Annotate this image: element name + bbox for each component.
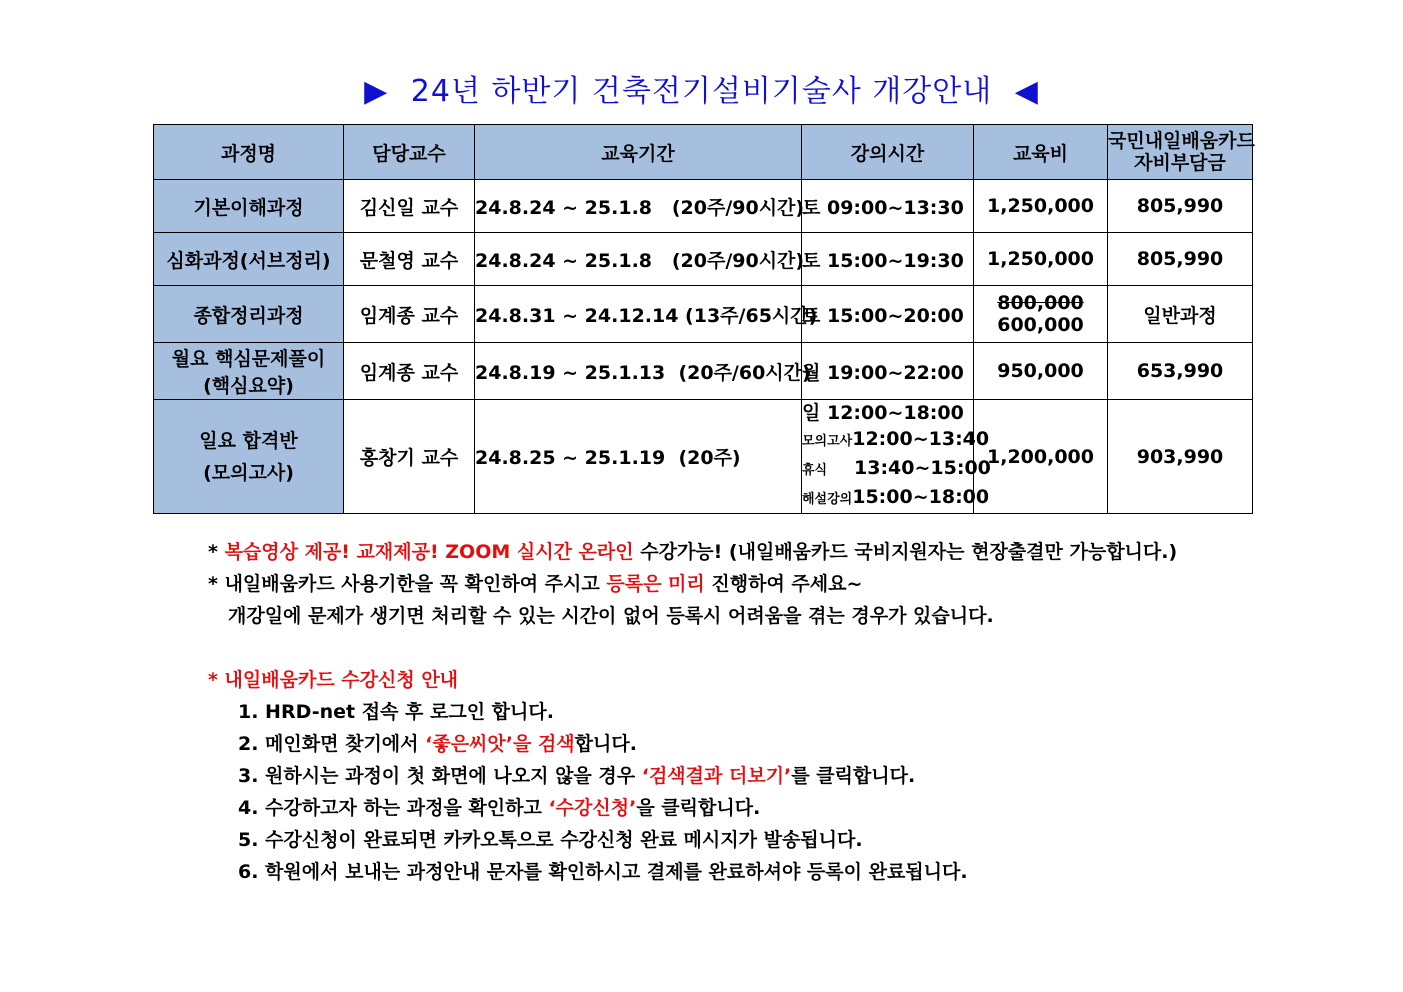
page-title bbox=[0, 66, 1403, 110]
table-row bbox=[154, 180, 1253, 233]
guide-step: 1. HRD-net 접속 후 로그인 합니다. bbox=[238, 701, 554, 723]
note-2: * 내일배움카드 사용기한을 꼭 확인하여 주시고 등록은 미리 진행하여 주세요~ bbox=[208, 573, 863, 595]
table-row bbox=[154, 233, 1253, 286]
fee: 1,250,000 bbox=[974, 180, 1108, 233]
note-1: * 복습영상 제공! 교재제공! ZOOM 실시간 온라인 수강가능! (내일배움카드 국비지원자는 현장출결만 가능합니다.) bbox=[208, 541, 1178, 563]
card-fee: 653,990 bbox=[1108, 343, 1253, 400]
table-row bbox=[154, 400, 1253, 514]
professor: 홍창기 교수 bbox=[344, 400, 475, 514]
card-fee: 805,990 bbox=[1108, 233, 1253, 286]
fee-cell bbox=[974, 286, 1108, 343]
period: 24.8.25 ~ 25.1.19 (20주) bbox=[475, 400, 802, 514]
lecture-time: 토 15:00~20:00 bbox=[802, 286, 974, 343]
guide-step: 2. 메인화면 찾기에서 ‘좋은씨앗’을 검색합니다. bbox=[238, 733, 637, 755]
guide-step: 4. 수강하고자 하는 과정을 확인하고 ‘수강신청’을 클릭합니다. bbox=[238, 797, 761, 819]
header-professor: 담당교수 bbox=[344, 125, 475, 180]
course-name: 심화과정(서브정리) bbox=[154, 233, 344, 286]
period: 24.8.19 ~ 25.1.13 (20주/60시간) bbox=[475, 343, 802, 400]
play-left-icon: ◀ bbox=[1014, 74, 1039, 109]
fee: 600,000 bbox=[997, 314, 1084, 336]
note-3: 개강일에 문제가 생기면 처리할 수 있는 시간이 없어 등록시 어려움을 겪는 경우가 있습니다. bbox=[228, 605, 994, 627]
lecture-time: 월 19:00~22:00 bbox=[802, 343, 974, 400]
course-name: 일요 합격반 (모의고사) bbox=[154, 400, 344, 514]
course-name: 기본이해과정 bbox=[154, 180, 344, 233]
fee: 950,000 bbox=[974, 343, 1108, 400]
lecture-time: 토 15:00~19:30 bbox=[802, 233, 974, 286]
card-fee: 903,990 bbox=[1108, 400, 1253, 514]
lecture-time: 토 09:00~13:30 bbox=[802, 180, 974, 233]
play-right-icon: ▶ bbox=[364, 74, 389, 109]
table-header-row bbox=[154, 125, 1253, 180]
notes-section bbox=[208, 536, 1177, 888]
period: 24.8.24 ~ 25.1.8 (20주/90시간) bbox=[475, 180, 802, 233]
guide-title: * 내일배움카드 수강신청 안내 bbox=[208, 669, 459, 691]
header-fee: 교육비 bbox=[974, 125, 1108, 180]
professor: 임계종 교수 bbox=[344, 286, 475, 343]
fee: 1,200,000 bbox=[974, 400, 1108, 514]
table-row bbox=[154, 343, 1253, 400]
header-card: 국민내일배움카드 자비부담금 bbox=[1108, 125, 1253, 180]
header-course: 과정명 bbox=[154, 125, 344, 180]
guide-step: 6. 학원에서 보내는 과정안내 문자를 확인하시고 결제를 완료하셔야 등록이 완료됩니다. bbox=[238, 861, 968, 883]
card-fee: 805,990 bbox=[1108, 180, 1253, 233]
fee: 1,250,000 bbox=[974, 233, 1108, 286]
guide-step: 3. 원하시는 과정이 첫 화면에 나오지 않을 경우 ‘검색결과 더보기’를 클릭합니다. bbox=[238, 765, 916, 787]
period: 24.8.24 ~ 25.1.8 (20주/90시간) bbox=[475, 233, 802, 286]
course-name: 종합정리과정 bbox=[154, 286, 344, 343]
fee-old: 800,000 bbox=[997, 292, 1084, 314]
schedule-table bbox=[153, 124, 1253, 514]
header-time: 강의시간 bbox=[802, 125, 974, 180]
professor: 임계종 교수 bbox=[344, 343, 475, 400]
card-fee: 일반과정 bbox=[1108, 286, 1253, 343]
professor: 문철영 교수 bbox=[344, 233, 475, 286]
title-text: 24년 하반기 건축전기설비기술사 개강안내 bbox=[410, 74, 993, 109]
guide-step: 5. 수강신청이 완료되면 카카오톡으로 수강신청 완료 메시지가 발송됩니다. bbox=[238, 829, 863, 851]
period: 24.8.31 ~ 24.12.14 (13주/65시간) bbox=[475, 286, 802, 343]
course-name: 월요 핵심문제풀이 (핵심요약) bbox=[154, 343, 344, 400]
professor: 김신일 교수 bbox=[344, 180, 475, 233]
header-period: 교육기간 bbox=[475, 125, 802, 180]
table-row bbox=[154, 286, 1253, 343]
lecture-time: 일 12:00~18:00 모의고사12:00~13:40 휴식 13:40~15:00 해설강의15:00~18:00 bbox=[802, 400, 974, 514]
